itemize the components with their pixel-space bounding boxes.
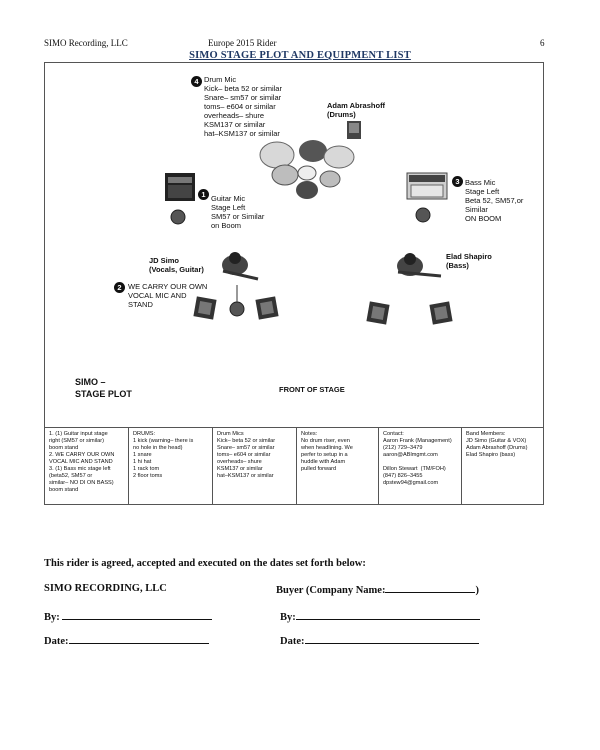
vocal-mic-number: 2 xyxy=(114,282,125,293)
buyer-date-line[interactable]: Date: xyxy=(280,634,479,647)
drum-mic-list: Kick– beta 52 or similar Snare– sm57 or similar toms– e604 or similar overheads– shure KSM137 or similar hat–KSM137 or similar xyxy=(204,84,282,138)
bass-amp xyxy=(407,173,447,199)
guitar-mic-label: Guitar Mic Stage Left SM57 or Similar on Boom xyxy=(211,194,265,230)
stage-drawing xyxy=(45,63,543,427)
bass-mic-stand xyxy=(416,208,430,222)
inputs-cell: 1. (1) Guitar input stage right (SM57 or similar) boom stand 2. WE CARRY OUR OWN VOCAL MIC AND STAND 3. (1) Bass mic stage left (beta52, SM57 or similar– NO DI ON BASS) boom stand xyxy=(45,428,129,505)
company-date-line[interactable]: Date: xyxy=(44,634,209,647)
header-tour: Europe 2015 Rider xyxy=(208,38,277,48)
contact-cell: Contact: Aaron Frank (Management) (212) 729–3479 aaron@ABlmgmt.com Dillon Stewart (TM/FOH) (847) 826–3455 dpstew94@gmail.com xyxy=(379,428,462,505)
drummer-role: (Drums) xyxy=(327,110,356,119)
company-by-line[interactable]: By: xyxy=(44,610,212,623)
bassist-role: (Bass) xyxy=(446,261,469,270)
bass-mic-label: Bass Mic Stage Left Beta 52, SM57,or Similar ON BOOM xyxy=(465,178,524,223)
monitor xyxy=(429,301,452,324)
stage-plot-label: SIMO – STAGE PLOT xyxy=(75,377,132,399)
guitarist-role: (Vocals, Guitar) xyxy=(149,265,204,274)
front-of-stage-label: FRONT OF STAGE xyxy=(279,385,345,394)
agreement-statement: This rider is agreed, accepted and executed on the dates set forth below: xyxy=(44,558,366,569)
guitar-mic-stand xyxy=(171,210,185,224)
buyer-by-line[interactable]: By: xyxy=(280,610,480,623)
vocal-mic-label: WE CARRY OUR OWN VOCAL MIC AND STAND xyxy=(128,282,208,309)
guitarist-figure xyxy=(222,252,258,279)
stage-plot xyxy=(44,62,544,505)
header-company: SIMO Recording, LLC xyxy=(44,38,128,48)
company-signature-name: SIMO RECORDING, LLC xyxy=(44,583,167,594)
guitar-amp xyxy=(165,173,195,201)
guitarist-name: JD Simo xyxy=(149,256,180,265)
equipment-table xyxy=(45,427,543,505)
drum-mic-heading: Drum Mic xyxy=(204,75,237,84)
monitor xyxy=(255,296,278,319)
drum-mic-number: 4 xyxy=(191,76,202,87)
notes-cell: Notes: No drum riser, even when headlining. We perfer to setup in a huddle with Adam pulled forward xyxy=(297,428,379,505)
band-members-cell: Band Members: JD Simo (Guitar & VOX) Adam Abrashoff (Drums) Elad Shapiro (bass) xyxy=(466,431,528,458)
header-page-number: 6 xyxy=(540,38,545,48)
buyer-company-line[interactable]: Buyer (Company Name: ) xyxy=(276,585,479,596)
drummer-name: Adam Abrashoff xyxy=(327,101,386,110)
guitar-mic-number: 1 xyxy=(198,189,209,200)
drums-cell: DRUMS: 1 kick (warning– there is no hole in the head) 1 snare 1 hi hat 1 rack tom 2 floor toms xyxy=(129,428,213,505)
vocal-mic-stand xyxy=(230,302,244,316)
bass-mic-number: 3 xyxy=(452,176,463,187)
bassist-name: Elad Shapiro xyxy=(446,252,492,261)
monitor xyxy=(366,301,389,324)
bassist-figure xyxy=(397,253,441,276)
drum-mics-cell: Drum Mics Kick– beta 52 or similar Snare– sm57 or similar toms– e604 or similar overheads– shure KSM137 or similar hat–KSM137 or similar xyxy=(213,428,297,505)
page-title: SIMO STAGE PLOT AND EQUIPMENT LIST xyxy=(189,50,411,61)
